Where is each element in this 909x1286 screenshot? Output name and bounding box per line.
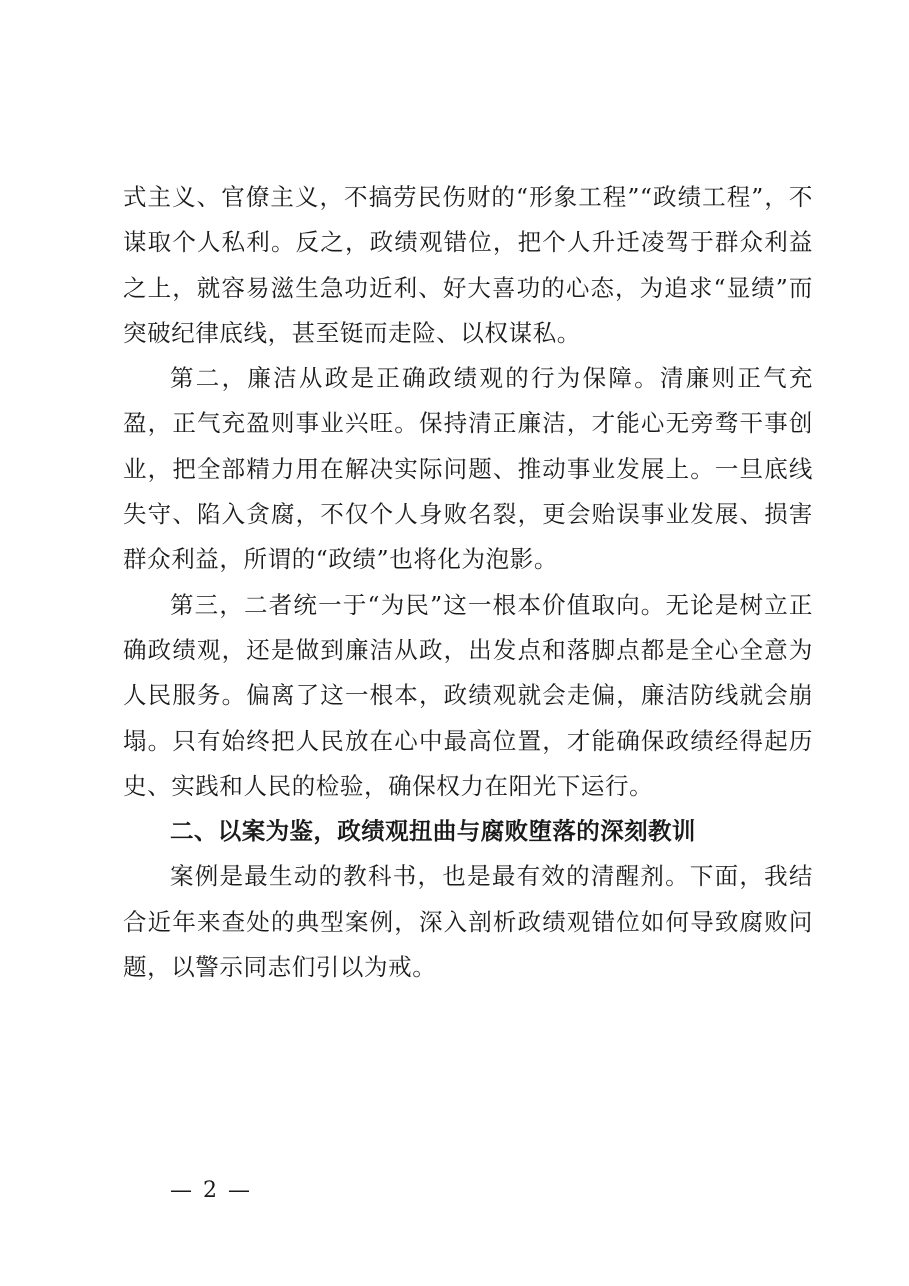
paragraph-continuation: 式主义、官僚主义，不搞劳民伤财的“形象工程”“政绩工程”，不谋取个人私利。反之，政绩观错位，把个人升迁凌驾于群众利益之上，就容易滋生急功近利、好大喜功的心态，为追求“显绩”而突破纪律底线，甚至铤而走险、以权谋私。 [123,183,813,347]
section-heading: 二、以案为鉴，政绩观扭曲与腐败堕落的深刻教训 [170,817,696,846]
document-body [123,175,813,990]
paragraph-third-point: 第三，二者统一于“为民”这一根本价值取向。无论是树立正确政绩观，还是做到廉洁从政，出发点和落脚点都是全心全意为人民服务。偏离了这一根本，政绩观就会走偏，廉洁防线就会崩塌。只有始终把人民放在心中最高位置，才能确保政绩经得起历史、实践和人民的检验，确保权力在阳光下运行。 [123,590,813,800]
paragraph-second-point: 第二，廉洁从政是正确政绩观的行为保障。清廉则正气充盈，正气充盈则事业兴旺。保持清正廉洁，才能心无旁骛干事创业，把全部精力用在解决实际问题、推动事业发展上。一旦底线失守、陷入贪腐，不仅个人身败名裂，更会贻误事业发展、损害群众利益，所谓的“政绩”也将化为泡影。 [123,364,813,574]
page-number: — 2 — [170,1178,252,1203]
paragraph-case-intro: 案例是最生动的教科书，也是最有效的清醒剂。下面，我结合近年来查处的典型案例，深入剖析政绩观错位如何导致腐败问题，以警示同志们引以为戒。 [123,862,813,982]
